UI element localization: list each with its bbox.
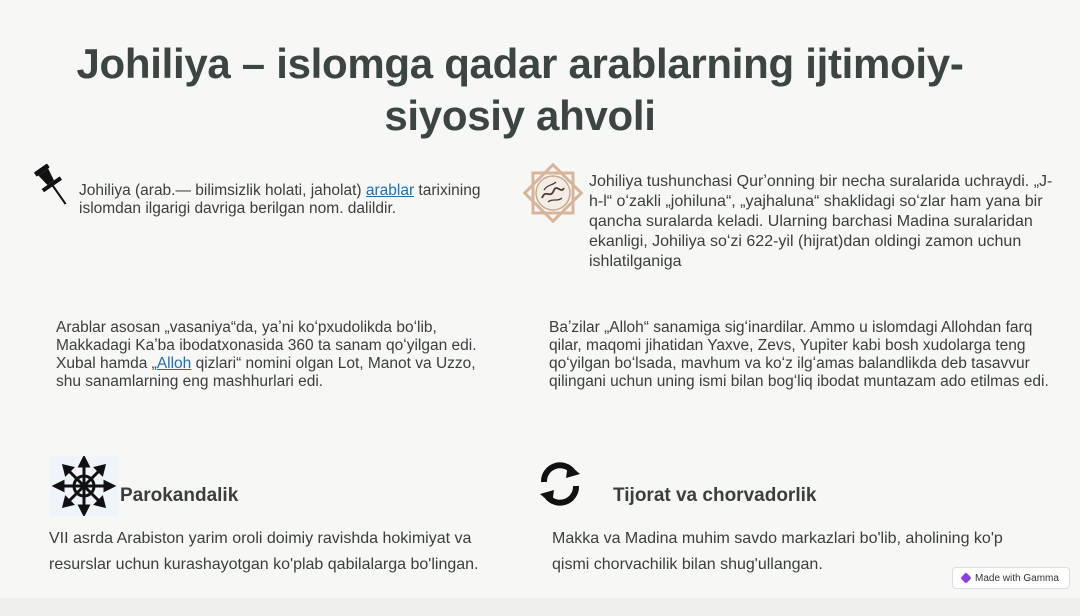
badge-label: Made with Gamma [975, 573, 1059, 584]
block6-text: Makka va Madina muhim savdo markazlari bo'lib, aholining ko'p qismi chorvachilik bilan shug'ullangan. [552, 530, 1003, 573]
refresh-cycle-icon [536, 460, 584, 508]
block1-text [79, 182, 499, 218]
gamma-logo-icon [960, 572, 971, 583]
block5-text: VII asrda Arabiston yarim oroli doimiy ravishda hokimiyat va resurslar uchun kurashayotgan ko'plab qabilalarga bo'lingan. [49, 530, 479, 573]
chaos-star-icon [50, 456, 118, 516]
block2-text: Johiliya tushunchasi Qurʼonning bir necha suralarida uchraydi. „J-h-l“ oʻzakli „johiluna“, „yajhaluna“ shaklidagi soʻzlar ham yana bir qancha suralarda keladi. Ularning barchasi Madina suralaridan ekanligi, Johiliya soʻzi 622-yil (hijrat)dan oldingi zamon uchun ishlatilganiga [589, 173, 1053, 270]
quran-calligraphy-icon [520, 160, 586, 226]
link-arablar[interactable]: arablar [365, 182, 415, 199]
block4-text: Baʼzilar „Alloh“ sanamiga sigʻinardilar. Ammo u islomdagi Allohdan farq qilar, maqomi jihatidan Yaxve, Zevs, Yupiter kabi bosh xudolarga teng qoʻyilgan boʻlsada, mavhum va koʻz ilgʻamas balandlikda deb tasavvur qilingani uchun uning ismi bilan bogʻliq ibodat muntazam ado etilmas edi. [549, 319, 1049, 390]
block3-text [56, 319, 481, 391]
block1-text-end: tarixining islomdan ilgarigi davriga berilgan nom. dalildir. [79, 182, 481, 217]
block3-text-start: Arablar asosan „vasaniya“da, yaʼni koʻpxudolikda boʻlib, Makkadagi Kaʼba ibodatxonasida 360 ta sanam qoʻyilgan edi. Xubal hamda „ [56, 319, 477, 372]
heading-tijorat: Tijorat va chorvadorlik [613, 485, 817, 506]
made-with-gamma-badge[interactable] [952, 567, 1070, 589]
block3-text-end: qizlari“ nomini olgan Lot, Manot va Uzzo, shu sanamlarning eng mashhurlari edi. [56, 355, 476, 390]
link-alloh[interactable]: Alloh [156, 355, 192, 372]
bottom-bar [0, 598, 1080, 616]
heading-parokandalik: Parokandalik [120, 485, 239, 506]
slide-title: Johiliya – islomga qadar arablarning ijtimoiy-siyosiy ahvoli [76, 40, 964, 139]
block1-text-start: Johiliya (arab.— bilimsizlik holati, jaholat) [79, 182, 366, 199]
pushpin-icon [32, 160, 74, 212]
